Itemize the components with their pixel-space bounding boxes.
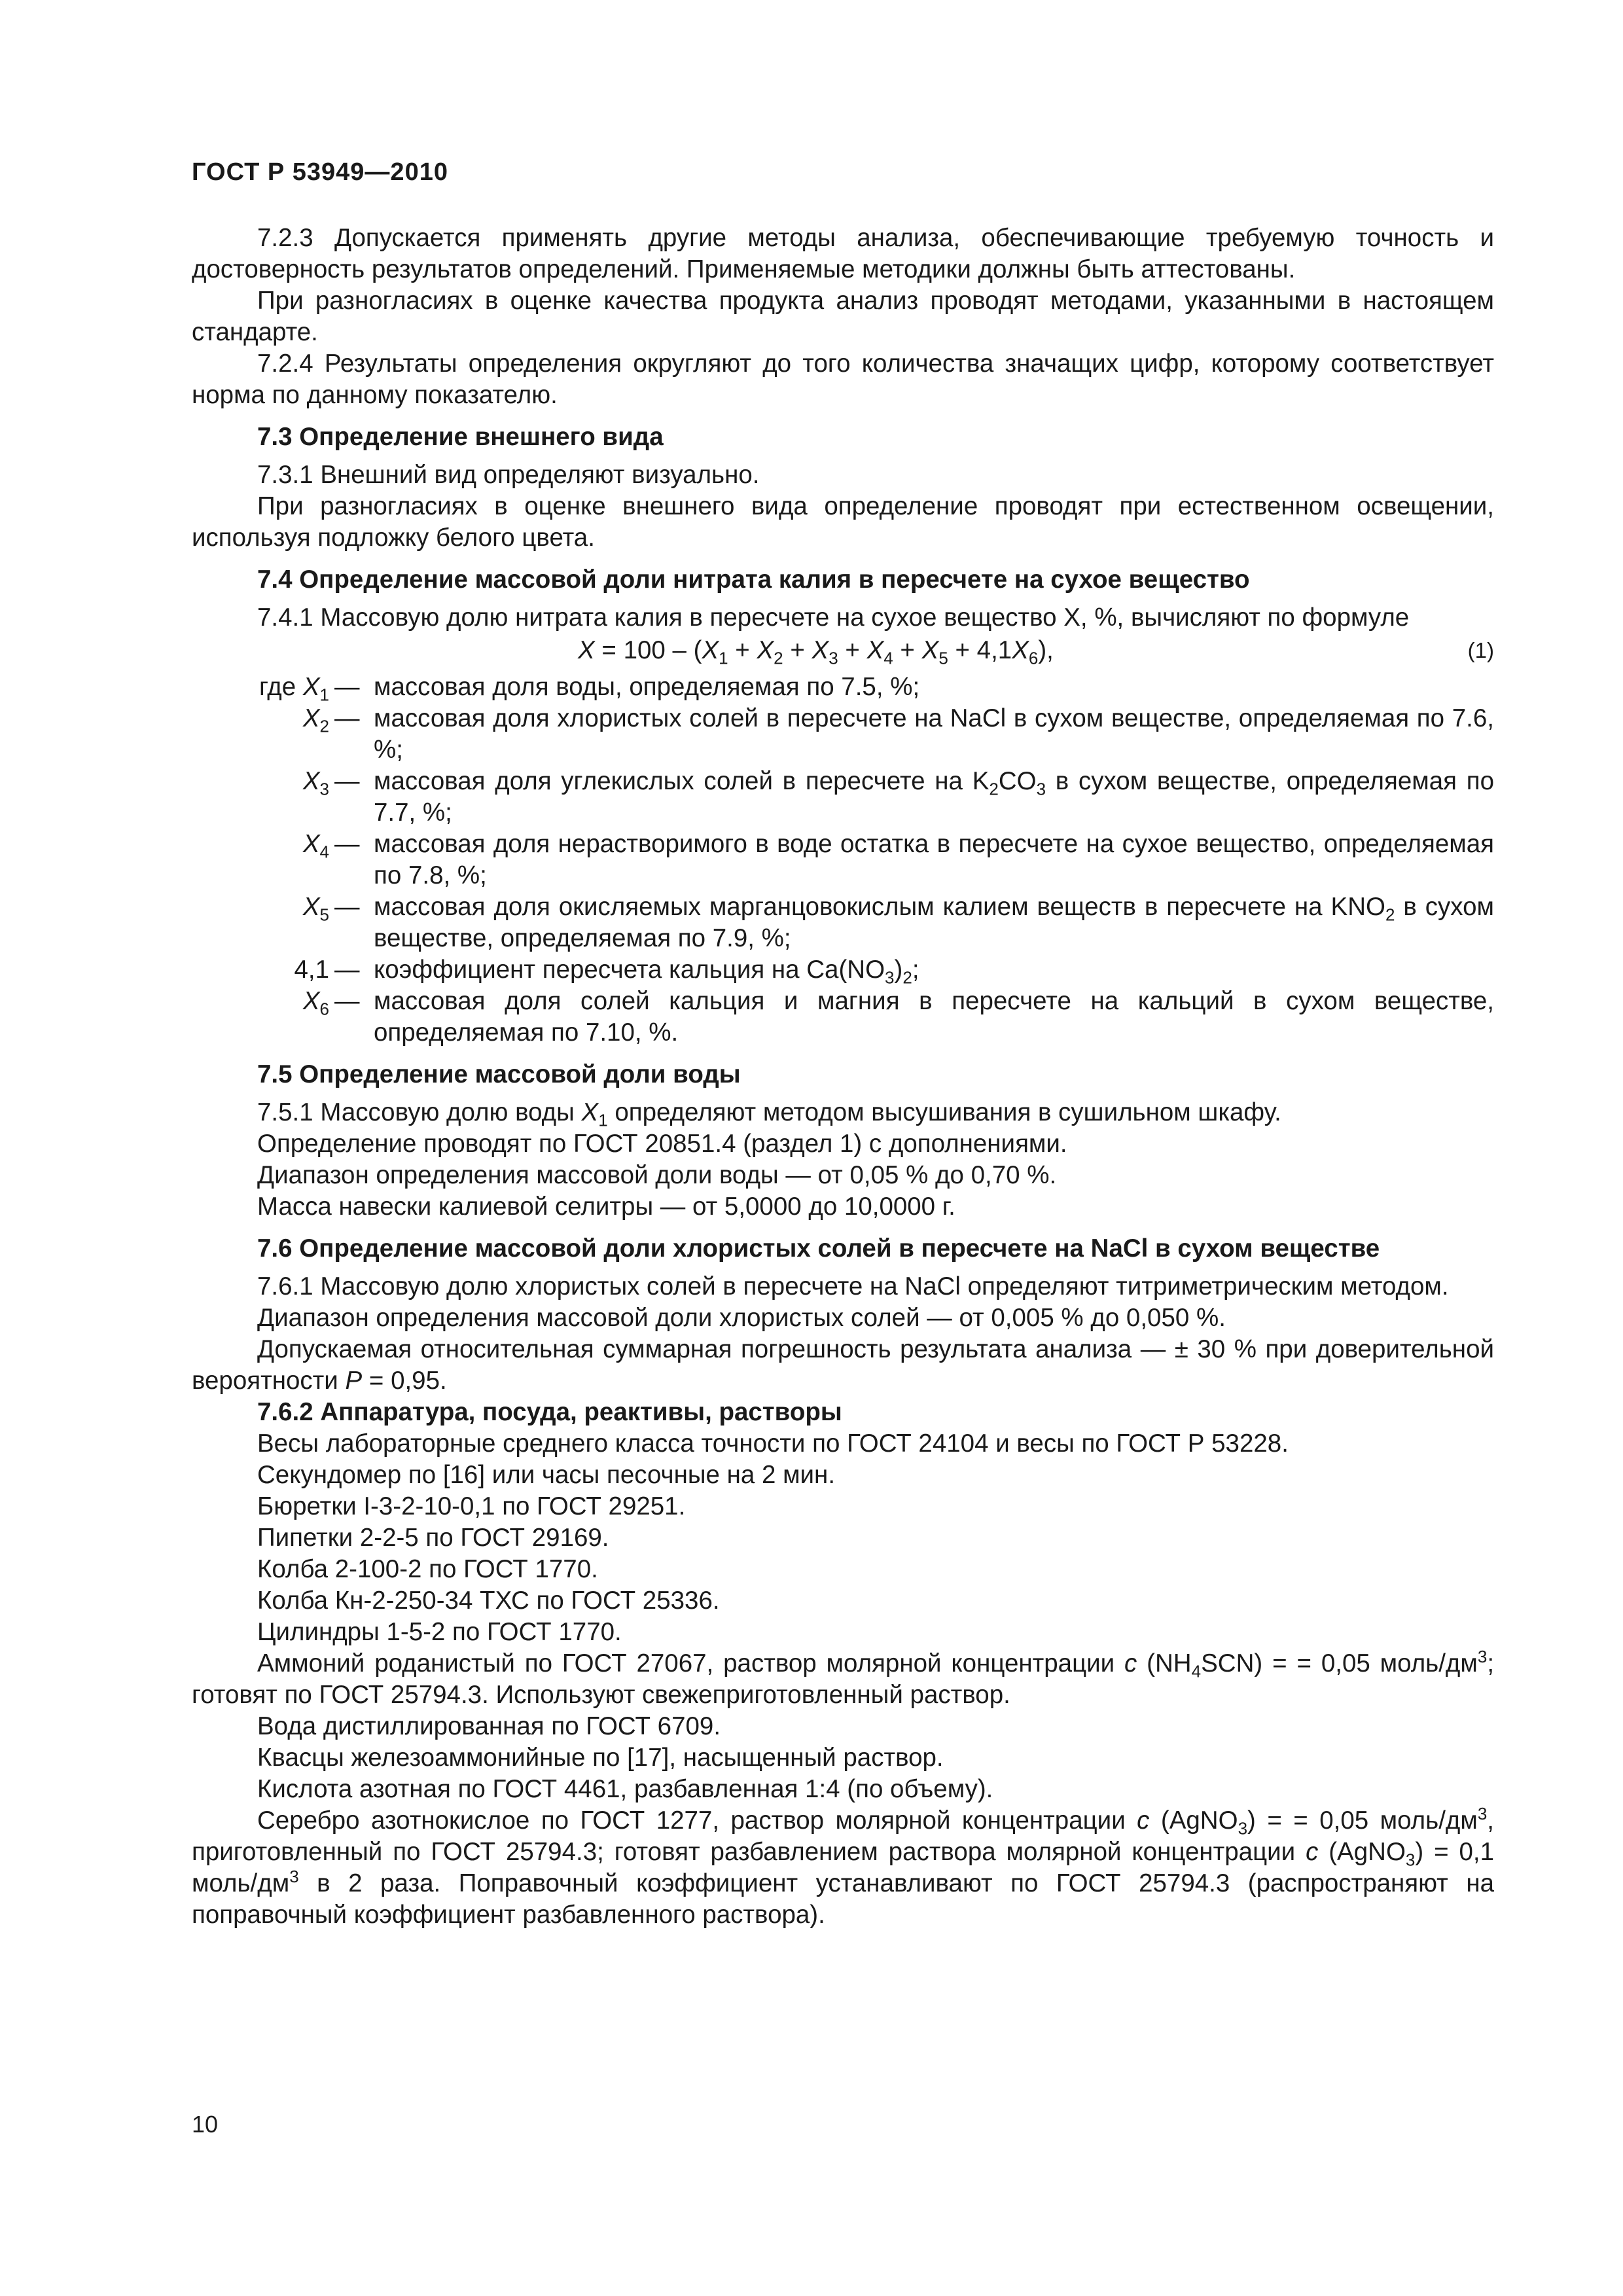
formula-legend (192, 672, 1494, 1049)
legend-row-x5: $X_5$ — массовая доля окисляемых марганцовокислым калием веществ в пересчете на $KNO_2$ в сухом веществе, определяемая по 7.9, %; (302, 893, 1495, 952)
paragraph-7-3-1: 7.3.1 Внешний вид определяют визуально. (257, 461, 760, 489)
section-heading-7-3: 7.3 Определение внешнего вида (257, 423, 664, 451)
paragraph-7-4-1: 7.4.1 Массовую долю нитрата калия в пересчете на сухое вещество X, %, вычисляют по формуле (257, 603, 1410, 632)
equipment-item: Колба 2-100-2 по ГОСТ 1770. (257, 1555, 598, 1583)
equipment-item: Колба Кн-2-250-34 ТХС по ГОСТ 25336. (257, 1587, 720, 1615)
formula-number: (1) (1467, 638, 1494, 662)
equipment-item: Серебро азотнокислое по ГОСТ 1277, раствор молярной концентрации c (AgNO$_3$) = = 0,05 моль/$дм^3$, приготовленный по ГОСТ 25794.3; готовят разбавлением раствора молярной концентрации c (AgNO$_3$) = 0,1 моль/$дм^3$ в 2 раза. Поправочный коэффициент устанавливают по ГОСТ 25794.3 (распространяют на поправочный коэффициент разбавленного раствора). (192, 1804, 1495, 1929)
paragraph-7-5-1: 7.5.1 Массовую долю воды $X_1$ определяют методом высушивания в сушильном шкафу. (257, 1098, 1281, 1130)
equipment-item: Кислота азотная по ГОСТ 4461, разбавленная 1:4 (по объему). (257, 1775, 993, 1803)
paragraph-7-5-1-c: Диапазон определения массовой доли воды — от 0,05 % до 0,70 %. (257, 1161, 1057, 1189)
section-heading-7-4: 7.4 Определение массовой доли нитрата калия в пересчете на сухое вещество (257, 565, 1250, 594)
paragraph-7-2-3: 7.2.3 Допускается применять другие методы анализа, обеспечивающие требуемую точность и достоверность результатов определений. Применяемые методики должны быть аттестованы. (192, 224, 1494, 283)
document-header: ГОСТ Р 53949—2010 (192, 158, 448, 186)
legend-row-x4: $X_4$ — массовая доля нерастворимого в воде остатка в пересчете на сухое вещество, определяемая по 7.8, %; (302, 830, 1494, 889)
paragraph-7-6-1: 7.6.1 Массовую долю хлористых солей в пересчете на NaCl определяют титриметрическим методом. (257, 1272, 1449, 1300)
equipment-item: Квасцы железоаммонийные по [17], насыщенный раствор. (257, 1744, 944, 1772)
paragraph-7-5-1-b: Определение проводят по ГОСТ 20851.4 (раздел 1) с дополнениями. (257, 1130, 1067, 1158)
legend-row-x3: $X_3$ — массовая доля углекислых солей в пересчете на $K_2CO_3$ в сухом веществе, определяемая по 7.7, %; (302, 767, 1494, 827)
equipment-item: Бюретки I-3-2-10-0,1 по ГОСТ 29251. (257, 1492, 686, 1520)
formula-expression: $X = 100 - (X_1 + X_2 + X_3 + X_4 + X_5 + 4,1X_6)$, (578, 636, 1054, 668)
legend-row-x1: где $X_1$ — массовая доля воды, определяемая по 7.5, %; (259, 673, 920, 705)
paragraph-7-6-1-c: Допускаемая относительная суммарная погрешность результата анализа — ± 30 % при доверительной вероятности P = 0,95. (192, 1335, 1494, 1395)
document-body (192, 223, 1494, 1931)
page-number: 10 (192, 2111, 219, 2138)
paragraph-7-6-1-b: Диапазон определения массовой доли хлористых солей — от 0,005 % до 0,050 %. (257, 1304, 1226, 1332)
equipment-item: Вода дистиллированная по ГОСТ 6709. (257, 1712, 721, 1740)
equipment-item: Цилиндры 1-5-2 по ГОСТ 1770. (257, 1618, 622, 1646)
equipment-item: Весы лабораторные среднего класса точности по ГОСТ 24104 и весы по ГОСТ Р 53228. (257, 1429, 1289, 1458)
equipment-item: Секундомер по [16] или часы песочные на 2 мин. (257, 1461, 836, 1489)
legend-row-x2: $X_2$ — массовая доля хлористых солей в пересчете на NaCl в сухом веществе, определяемая по 7.6, %; (302, 704, 1494, 764)
section-heading-7-5: 7.5 Определение массовой доли воды (257, 1060, 741, 1088)
equipment-item: Аммоний роданистый по ГОСТ 27067, раствор молярной концентрации c $(NH_4SCN)$ = = 0,05 моль/$дм^3$; готовят по ГОСТ 25794.3. Используют свежеприготовленный раствор. (192, 1647, 1495, 1709)
paragraph-7-5-1-d: Масса навески калиевой селитры — от 5,0000 до 10,0000 г. (257, 1193, 955, 1221)
paragraph-7-2-3-b: При разногласиях в оценке качества продукта анализ проводят методами, указанными в настоящем стандарте. (192, 287, 1494, 346)
equipment-item: Пипетки 2-2-5 по ГОСТ 29169. (257, 1524, 609, 1552)
subsection-heading-7-6-2: 7.6.2 Аппаратура, посуда, реактивы, растворы (257, 1398, 842, 1426)
formula-1 (192, 635, 1494, 669)
paragraph-7-3-1-b: При разногласиях в оценке внешнего вида определение проводят при естественном освещении, используя подложку белого цвета. (192, 492, 1494, 552)
paragraph-7-2-4: 7.2.4 Результаты определения округляют до того количества значащих цифр, которому соответствует норма по данному показателю. (192, 350, 1494, 409)
legend-row-x6: $X_6$ — массовая доля солей кальция и магния в пересчете на кальций в сухом веществе, определяемая по 7.10, %. (302, 987, 1494, 1047)
legend-row-coefficient: 4,1 — коэффициент пересчета кальция на $Ca(NO_3)_2$; (294, 956, 919, 988)
section-heading-7-6: 7.6 Определение массовой доли хлористых солей в пересчете на NaCl в сухом веществе (257, 1234, 1380, 1263)
